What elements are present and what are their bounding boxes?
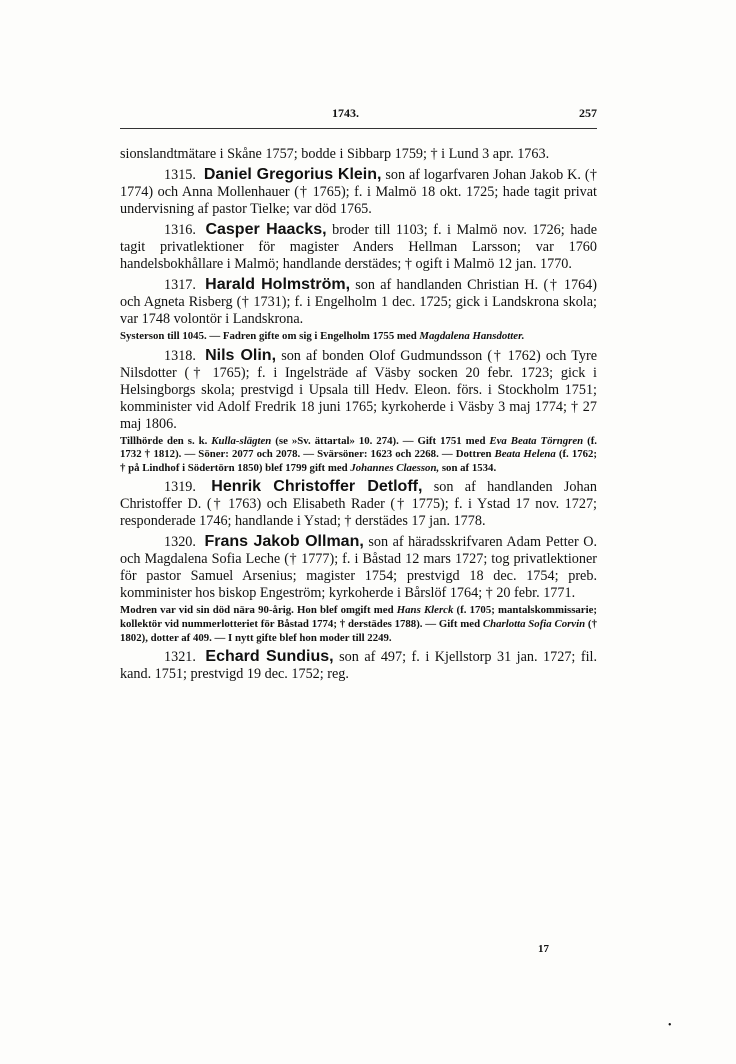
entry-text: son af 497; f. i Kjellstorp 31 jan. 1727; fil. kand. 1751; prestvigd 19 dec. 1752; reg. — [120, 649, 598, 683]
entry-text: son af häradsskrifvaren Adam Petter O. och Magdalena Sofia Leche († 1777); f. i Båstad 12 mars 1727; tog privatlektioner för pastor Samuel Arsenius; magister 1754; prestvigd 18 dec. 1754; preb. komminister hos biskop Engeström; kyrkoherde i Bårslöf 1764; † 20 febr. 1771. — [120, 534, 598, 602]
entry-1320 — [120, 533, 597, 602]
entry-number: 1318. — [164, 347, 196, 364]
note-text: Systerson till 1045. — Fadren gifte om sig i Engelholm 1755 med — [120, 330, 420, 342]
entry-text: son af handlanden Christian H. († 1764) och Agneta Risberg († 1731); f. i Engelholm 1 dec. 1725; gick i Landskrona skola; var 1748 volontör i Landskrona. — [120, 277, 598, 327]
entry-1321 — [120, 648, 597, 683]
note-text: Tillhörde den s. k. — [120, 434, 212, 447]
note-1320 — [120, 604, 597, 645]
entry-number: 1321. — [164, 649, 196, 666]
note-name: Kulla-slägten — [211, 434, 272, 447]
ink-dot: • — [668, 1020, 672, 1031]
entry-name: Henrik Christoffer Detloff, — [211, 478, 423, 496]
note-name: Beata Helena — [494, 448, 556, 461]
entry-number: 1316. — [164, 222, 196, 238]
page-body — [120, 146, 597, 683]
note-name: Magdalena Hansdotter. — [419, 330, 525, 342]
entry-name: Nils Olin, — [205, 346, 277, 364]
note-text: (f. 1705; mantalskommissarie; kollektör vid nummerlotteriet för Båstad 1774; † derstädes 1788). — Gift med — [120, 604, 597, 630]
entry-continuation: sionslandtmätare i Skåne 1757; bodde i Sibbarp 1759; † i Lund 3 apr. 1763. — [120, 146, 550, 162]
entry-name: Harald Holmström, — [205, 276, 351, 293]
entry-name: Daniel Gregorius Klein, — [203, 166, 382, 183]
entry-name: Casper Haacks, — [205, 221, 327, 238]
note-name: Eva Beata Törngren — [489, 434, 584, 447]
note-1318 — [120, 435, 597, 476]
entry-1319 — [120, 478, 597, 530]
header-rule — [120, 128, 597, 129]
signature-mark: 17 — [538, 943, 549, 955]
entry-1318 — [120, 347, 597, 433]
entry-text: son af bonden Olof Gudmundsson († 1762) och Tyre Nilsdotter († 1765); f. i Ingelsträde af Väsby socken 20 febr. 1723; gick i Helsingborgs skola; prestvigd i Upsala till Hedv. Eleon. förs. i Stockholm 1751; komminister vid Adolf Fredrik 18 juni 1765; kyrkoherde i Väsby 3 maj 1774; † 27 maj 1806. — [120, 347, 598, 432]
note-text: son af 1534. — [439, 461, 497, 474]
note-text: († 1802), dotter af 409. — I nytt gifte blef hon moder till 2249. — [120, 617, 597, 644]
entry-number: 1315. — [164, 167, 196, 183]
running-header — [120, 106, 597, 122]
note-name: Hans Klerck — [396, 604, 454, 617]
entry-number: 1319. — [164, 479, 196, 496]
entry-number: 1317. — [164, 277, 196, 293]
note-text: (se »Sv. ättartal» 10. 274). — Gift 1751 med — [271, 434, 490, 447]
entry-name: Frans Jakob Ollman, — [204, 533, 364, 551]
page-number: 257 — [579, 106, 597, 120]
note-text: Modren var vid sin död nära 90-årig. Hon blef omgift med — [120, 604, 397, 617]
note-name: Johannes Claesson, — [350, 461, 440, 474]
entry-name: Echard Sundius, — [205, 648, 334, 666]
entry-number: 1320. — [164, 534, 196, 551]
entry-1315 — [120, 166, 597, 218]
entry-text: son af logarfvaren Johan Jakob K. († 1774) och Anna Mollenhauer († 1765); f. i Malmö 18 okt. 1725; hade tagit privat undervisning af pastor Tielke; var död 1765. — [120, 167, 598, 217]
entry-text: broder till 1103; f. i Malmö nov. 1726; hade tagit privatlektioner för magister Anders Hellman Larsson; var 1760 handelsbokhållare i Malmö; handlande derstädes; † ogift i Malmö 12 jan. 1770. — [120, 222, 597, 272]
note-text: (f. 1762; † på Lindhof i Södertörn 1850) blef 1799 gift med — [120, 448, 598, 474]
note-text: (f. 1732 † 1812). — Söner: 2077 och 2078. — Svärsöner: 1623 och 2268. — Dottren — [120, 434, 598, 461]
entry-text: son af handlanden Johan Christoffer D. († 1763) och Elisabeth Rader († 1775); f. i Ystad 17 nov. 1727; responderade 1746; handlande i Ystad; † derstädes 17 jan. 1778. — [120, 479, 598, 530]
note-1317 — [120, 330, 597, 344]
note-name: Charlotta Sofia Corvin — [482, 617, 586, 630]
entry-1317 — [120, 276, 597, 328]
entry-1316 — [120, 221, 597, 273]
header-year: 1743. — [332, 106, 359, 120]
